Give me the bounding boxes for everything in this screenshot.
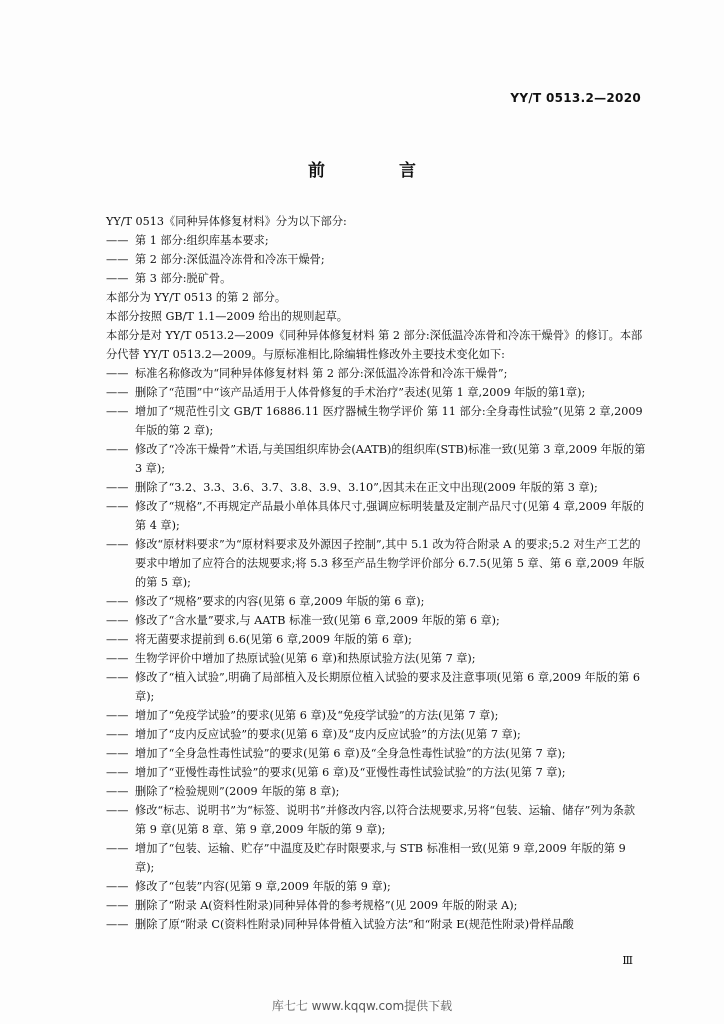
list-item bbox=[106, 383, 646, 402]
list-item-text: 删除了“范围”中“该产品适用于人体骨修复的手术治疗”表述(见第 1 章,2009 年版的第1章); bbox=[135, 386, 586, 399]
list-dash: —— bbox=[106, 595, 129, 608]
list-item-text: 增加了“包装、运输、贮存”中温度及贮存时限要求,与 STB 标准相一致(见第 9 章,2009 年版的第 9 章); bbox=[135, 842, 626, 874]
standard-number: YY/T 0513.2—2020 bbox=[510, 91, 641, 105]
list-item-text: 生物学评价中增加了热原试验(见第 6 章)和热原试验方法(见第 7 章); bbox=[135, 652, 476, 665]
list-item bbox=[106, 478, 646, 497]
list-item-text: 修改了“冷冻干燥骨”术语,与美国组织库协会(AATB)的组织库(STB)标准一致(见第 3 章,2009 年版的第 3 章); bbox=[135, 443, 646, 475]
list-item-text: 增加了“亚慢性毒性试验”的要求(见第 6 章)及“亚慢性毒性试验试验”的方法(见第 7 章); bbox=[135, 766, 566, 779]
list-item bbox=[106, 364, 646, 383]
list-item bbox=[106, 592, 646, 611]
list-dash: —— bbox=[106, 272, 129, 285]
list-item-text: 增加了“规范性引文 GB/T 16886.11 医疗器械生物学评价 第 11 部分:全身毒性试验”(见第 2 章,2009 年版的第 2 章); bbox=[135, 405, 643, 437]
paragraph: 本部分按照 GB/T 1.1—2009 给出的规则起草。 bbox=[106, 310, 348, 323]
list-dash: —— bbox=[106, 405, 129, 418]
list-item-text: 增加了“全身急性毒性试验”的要求(见第 6 章)及“全身急性毒性试验”的方法(见第 7 章); bbox=[135, 747, 566, 760]
list-item-text: 修改了“规格”,不再规定产品最小单体具体尺寸,强调应标明装量及定制产品尺寸(见第 4 章,2009 年版的第 4 章); bbox=[135, 500, 645, 532]
list-item bbox=[106, 782, 646, 801]
list-dash: —— bbox=[106, 842, 129, 855]
list-item-text: 修改“原材料要求”为“原材料要求及外源因子控制”,其中 5.1 改为符合附录 A 的要求;5.2 对生产工艺的要求中增加了应符合的法规要求;将 5.3 移至产品生物学评价部分 6.7.5(见第 5 章、第 6 章,2009 年版的第 5 章); bbox=[135, 538, 645, 589]
list-dash: —— bbox=[106, 614, 129, 627]
list-item bbox=[106, 497, 646, 535]
list-item bbox=[106, 269, 646, 288]
page-title: 前 言 bbox=[308, 161, 450, 181]
list-dash: —— bbox=[106, 253, 129, 266]
list-item bbox=[106, 744, 646, 763]
list-item bbox=[106, 630, 646, 649]
list-dash: —— bbox=[106, 918, 129, 931]
list-item-text: 第 3 部分:脱矿骨。 bbox=[135, 272, 232, 285]
list-item-text: 第 2 部分:深低温冷冻骨和冷冻干燥骨; bbox=[135, 253, 325, 266]
list-dash: —— bbox=[106, 671, 129, 684]
list-dash: —— bbox=[106, 899, 129, 912]
list-item bbox=[106, 649, 646, 668]
list-item bbox=[106, 839, 646, 877]
list-item bbox=[106, 611, 646, 630]
list-dash: —— bbox=[106, 500, 129, 513]
list-item-text: 增加了“皮内反应试验”的要求(见第 6 章)及“皮内反应试验”的方法(见第 7 章); bbox=[135, 728, 521, 741]
list-item-text: 修改“标志、说明书”为“标签、说明书”并修改内容,以符合法规要求,另将“包装、运输、储存”列为条款第 9 章(见第 8 章、第 9 章,2009 年版的第 9 章); bbox=[135, 804, 636, 836]
list-item-text: 删除了原“附录 C(资料性附录)同种异体骨植入试验方法”和“附录 E(规范性附录)骨样品酸 bbox=[135, 918, 574, 931]
list-dash: —— bbox=[106, 652, 129, 665]
list-item-text: 修改了“植入试验”,明确了局部植入及长期原位植入试验的要求及注意事项(见第 6 章,2009 年版的第 6 章); bbox=[135, 671, 640, 703]
list-item bbox=[106, 668, 646, 706]
list-item-text: 标准名称修改为“同种异体修复材料 第 2 部分:深低温冷冻骨和冷冻干燥骨”; bbox=[135, 367, 508, 380]
download-watermark: 库七七 www.kqqw.com提供下载 bbox=[271, 999, 453, 1013]
list-item-text: 删除了“3.2、3.3、3.6、3.7、3.8、3.9、3.10”,因其未在正文中出现(2009 年版的第 3 章); bbox=[135, 481, 598, 494]
list-dash: —— bbox=[106, 766, 129, 779]
list-dash: —— bbox=[106, 481, 129, 494]
list-dash: —— bbox=[106, 785, 129, 798]
list-item bbox=[106, 896, 646, 915]
list-item-text: 将无菌要求提前到 6.6(见第 6 章,2009 年版的第 6 章); bbox=[135, 633, 412, 646]
list-item-text: 删除了“附录 A(资料性附录)同种异体骨的参考规格”(见 2009 年版的附录 A); bbox=[135, 899, 518, 912]
paragraph: 本部分为 YY/T 0513 的第 2 部分。 bbox=[106, 291, 287, 304]
list-dash: —— bbox=[106, 804, 129, 817]
list-dash: —— bbox=[106, 709, 129, 722]
list-item-text: 修改了“规格”要求的内容(见第 6 章,2009 年版的第 6 章); bbox=[135, 595, 425, 608]
list-item-text: 删除了“检验规则”(2009 年版的第 8 章); bbox=[135, 785, 340, 798]
list-dash: —— bbox=[106, 367, 129, 380]
list-item bbox=[106, 706, 646, 725]
list-dash: —— bbox=[106, 728, 129, 741]
paragraph: 本部分是对 YY/T 0513.2—2009《同种异体修复材料 第 2 部分:深低温冷冻骨和冷冻干燥骨》的修订。本部分代替 YY/T 0513.2—2009。与原标准相比,除编辑性修改外主要技术变化如下: bbox=[106, 329, 643, 361]
list-item bbox=[106, 801, 646, 839]
list-dash: —— bbox=[106, 538, 129, 551]
list-item-text: 第 1 部分:组织库基本要求; bbox=[135, 234, 269, 247]
list-dash: —— bbox=[106, 386, 129, 399]
list-dash: —— bbox=[106, 633, 129, 646]
list-item bbox=[106, 877, 646, 896]
list-item bbox=[106, 250, 646, 269]
paragraph: YY/T 0513《同种异体修复材料》分为以下部分: bbox=[106, 215, 347, 228]
list-dash: —— bbox=[106, 747, 129, 760]
list-item bbox=[106, 725, 646, 744]
list-item bbox=[106, 915, 646, 934]
list-item bbox=[106, 763, 646, 782]
list-item-text: 修改了“含水量”要求,与 AATB 标准一致(见第 6 章,2009 年版的第 6 章); bbox=[135, 614, 500, 627]
list-item bbox=[106, 231, 646, 250]
list-item bbox=[106, 535, 646, 592]
list-dash: —— bbox=[106, 234, 129, 247]
list-item bbox=[106, 402, 646, 440]
foreword-body bbox=[106, 212, 646, 934]
page-number: Ⅲ bbox=[622, 954, 633, 967]
list-item-text: 修改了“包装”内容(见第 9 章,2009 年版的第 9 章); bbox=[135, 880, 391, 893]
list-dash: —— bbox=[106, 880, 129, 893]
list-item-text: 增加了“免疫学试验”的要求(见第 6 章)及“免疫学试验”的方法(见第 7 章); bbox=[135, 709, 499, 722]
list-dash: —— bbox=[106, 443, 129, 456]
list-item bbox=[106, 440, 646, 478]
